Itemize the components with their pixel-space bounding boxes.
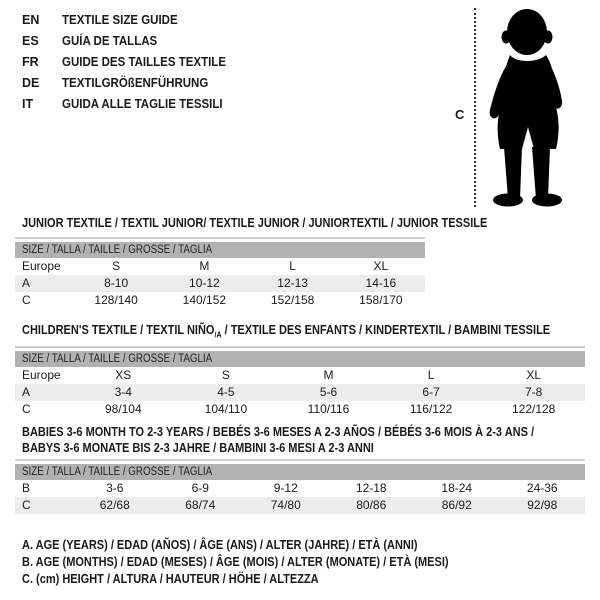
babies-title-line2: BABYS 3-6 MONATE BIS 2-3 JAHRE / BAMBINI 3-6 MESI A 2-3 ANNI xyxy=(22,441,374,455)
lang-title: TEXTILE SIZE GUIDE xyxy=(62,13,178,27)
children-title-sub: /A xyxy=(214,330,222,340)
table-row xyxy=(15,480,585,497)
cell: 6-9 xyxy=(191,481,209,495)
cell: 104/110 xyxy=(204,402,248,416)
cell: 74/80 xyxy=(270,498,301,512)
height-dotted-line xyxy=(474,8,476,207)
lang-title: GUÍA DE TALLAS xyxy=(62,34,158,48)
footnote-b: B. AGE (MONTHS) / EDAD (MESES) / ÂGE (MOIS) / ALTER (MONATE) / ETÀ (MESI) xyxy=(22,555,449,569)
cell: 12-13 xyxy=(277,276,308,290)
cell: S xyxy=(112,259,121,273)
cell: 152/158 xyxy=(270,293,315,307)
size-header-band xyxy=(15,351,585,367)
cell: 10-12 xyxy=(189,276,220,290)
size-header-label: SIZE / TALLA / TAILLE / GRÖSSE / TAGLIA xyxy=(22,353,213,365)
cell: 9-12 xyxy=(273,481,298,495)
babies-table xyxy=(15,459,585,514)
lang-row-en xyxy=(22,10,240,31)
cell: M xyxy=(199,259,210,273)
cell: 98/104 xyxy=(104,402,142,416)
size-header-band xyxy=(15,464,585,480)
cell: 140/152 xyxy=(182,293,227,307)
table-row xyxy=(15,258,425,275)
lang-code: FR xyxy=(22,55,39,69)
children-title-post: / TEXTILE DES ENFANTS / KINDERTEXTIL / BAMBINI TESSILE xyxy=(221,323,551,337)
babies-table-title xyxy=(22,424,534,456)
table-row xyxy=(15,275,425,292)
size-header-label: SIZE / TALLA / TAILLE / GRÖSSE / TAGLIA xyxy=(22,466,213,478)
table-row xyxy=(15,367,585,384)
table-top-border xyxy=(15,237,425,239)
footnote-c: C. (cm) HEIGHT / ALTURA / HAUTEUR / HÖHE / ALTEZZA xyxy=(22,572,319,586)
lang-code: EN xyxy=(22,13,40,27)
row-label: C xyxy=(22,402,31,416)
junior-table xyxy=(15,237,425,309)
row-label: C xyxy=(22,293,31,307)
row-label: B xyxy=(22,481,31,495)
children-table xyxy=(15,346,585,418)
cell: L xyxy=(289,259,296,273)
row-label: C xyxy=(22,498,31,512)
cell: S xyxy=(221,368,230,382)
lang-row-it xyxy=(22,94,240,115)
cell: 5-6 xyxy=(319,385,338,399)
lang-code: DE xyxy=(22,76,40,90)
cell: 8-10 xyxy=(104,276,129,290)
cell: 158/170 xyxy=(359,293,403,307)
lang-title: TEXTILGRÖßENFÜHRUNG xyxy=(62,76,209,90)
cell: 80/86 xyxy=(356,498,387,512)
lang-title: GUIDE DES TAILLES TEXTILE xyxy=(62,55,227,69)
table-top-border xyxy=(15,459,585,461)
table-row xyxy=(15,497,585,514)
cell: 18-24 xyxy=(441,481,473,495)
size-header-label: SIZE / TALLA / TAILLE / GRÖSSE / TAGLIA xyxy=(22,244,213,256)
row-label: A xyxy=(22,385,31,399)
size-header-band xyxy=(15,242,425,258)
babies-title-line1: BABIES 3-6 MONTH TO 2-3 YEARS / BEBÉS 3-6 MESES A 2-3 AÑOS / BÉBÉS 3-6 MOIS À 2-3 ANS / xyxy=(22,425,535,439)
lang-code: ES xyxy=(22,34,39,48)
cell: 62/68 xyxy=(99,498,130,512)
cell: 86/92 xyxy=(441,498,472,512)
cell: 128/140 xyxy=(94,293,138,307)
row-label: Europe xyxy=(22,368,61,382)
lang-code: IT xyxy=(22,97,34,111)
table-row xyxy=(15,401,585,418)
children-title-pre: CHILDREN'S TEXTILE / TEXTIL NIÑO xyxy=(22,323,215,337)
footnote-list xyxy=(22,537,507,588)
cell: 122/128 xyxy=(511,402,556,416)
cell: 110/116 xyxy=(307,402,350,416)
lang-row-fr xyxy=(22,52,240,73)
cell: 92/98 xyxy=(527,498,558,512)
height-label-c: C xyxy=(455,107,465,122)
junior-table-title: JUNIOR TEXTILE / TEXTIL JUNIOR/ TEXTILE JUNIOR / JUNIORTEXTIL / JUNIOR TESSILE xyxy=(22,216,488,230)
cell: M xyxy=(323,368,334,382)
lang-row-de xyxy=(22,73,240,94)
cell: 116/122 xyxy=(409,402,453,416)
table-row xyxy=(15,384,585,401)
row-label: A xyxy=(22,276,31,290)
cell: 3-4 xyxy=(114,385,132,399)
language-title-list xyxy=(22,10,240,115)
row-label: Europe xyxy=(22,259,61,273)
table-top-border xyxy=(15,346,585,348)
cell: 24-36 xyxy=(526,481,558,495)
cell: 7-8 xyxy=(525,385,543,399)
lang-title: GUIDA ALLE TAGLIE TESSILI xyxy=(62,97,223,111)
children-table-title xyxy=(22,322,550,344)
cell: 14-16 xyxy=(365,276,397,290)
toddler-silhouette-icon xyxy=(484,5,588,207)
cell: XL xyxy=(526,368,542,382)
cell: 4-5 xyxy=(217,385,235,399)
cell: 68/74 xyxy=(185,498,216,512)
cell: 3-6 xyxy=(106,481,124,495)
cell: L xyxy=(427,368,435,382)
cell: XS xyxy=(115,368,132,382)
cell: 6-7 xyxy=(422,385,440,399)
cell: XL xyxy=(373,259,389,273)
lang-row-es xyxy=(22,31,240,52)
footnote-a: A. AGE (YEARS) / EDAD (AÑOS) / ÂGE (ANS) / ALTER (JAHRE) / ETÀ (ANNI) xyxy=(22,538,418,552)
cell: 12-18 xyxy=(355,481,387,495)
table-row xyxy=(15,292,425,309)
